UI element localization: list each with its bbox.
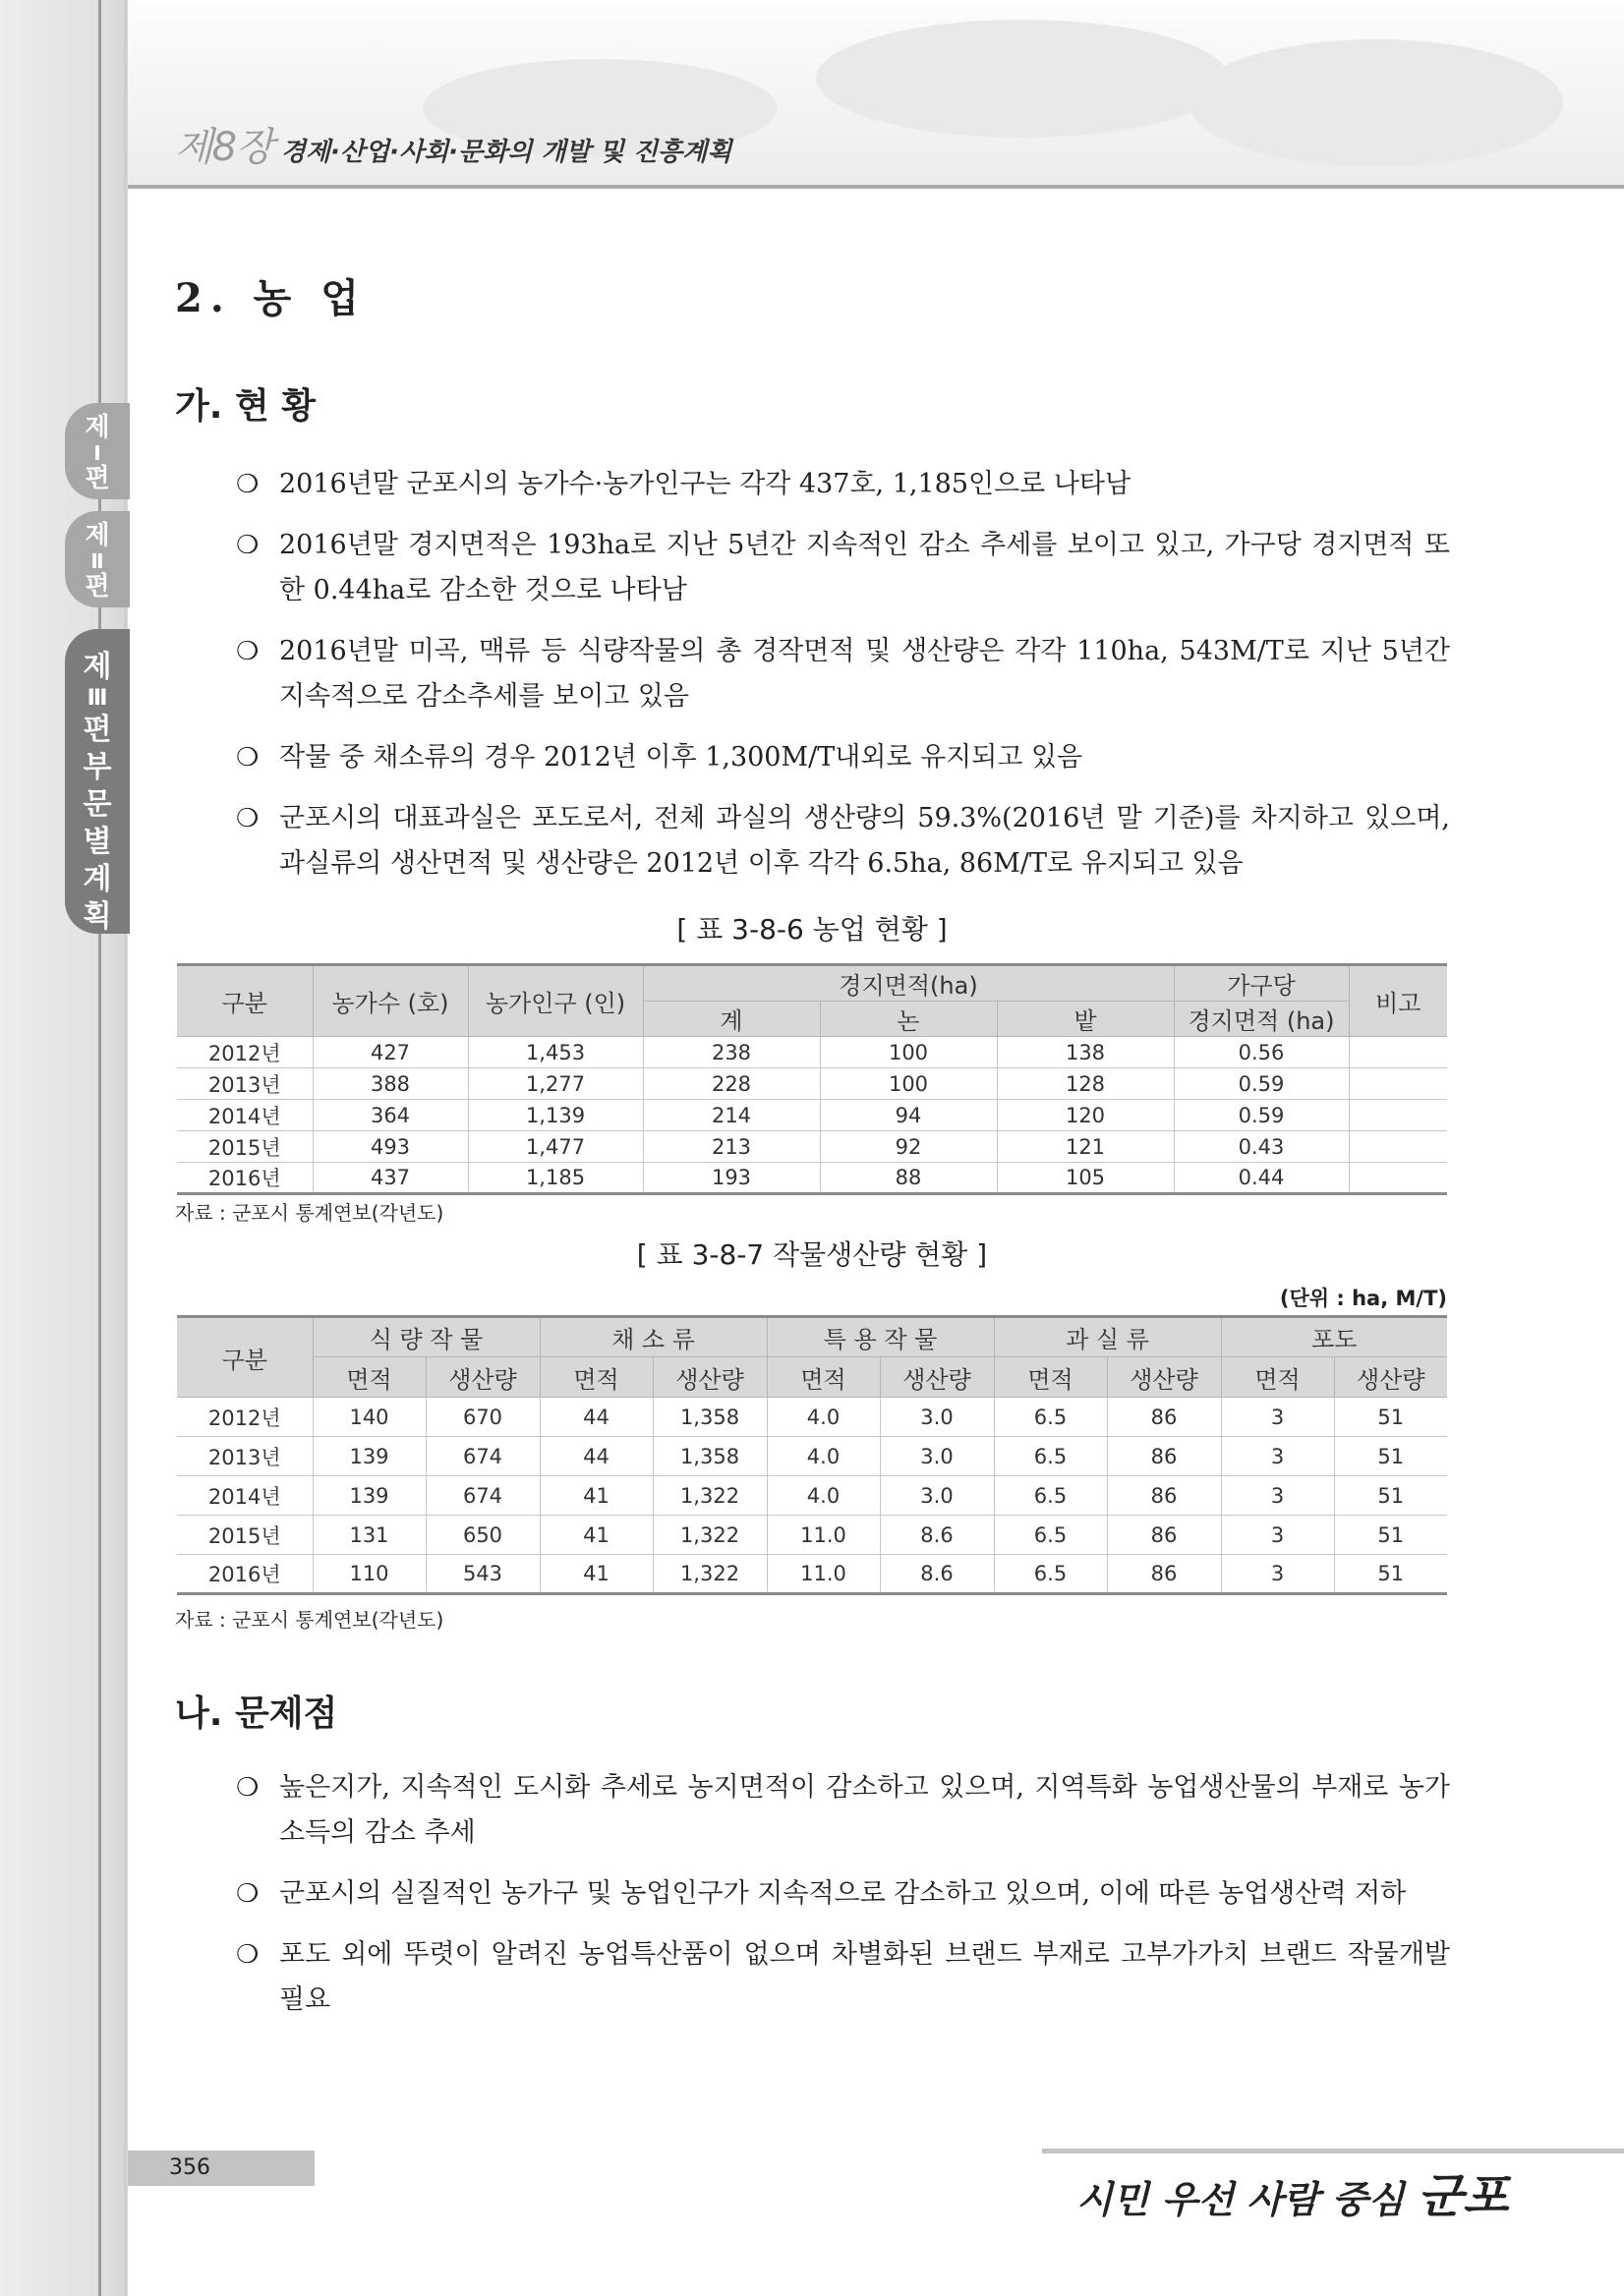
- list-item: [236, 1932, 1450, 2023]
- table-cell: 1,185: [468, 1163, 643, 1194]
- table-cell: 140: [313, 1398, 426, 1437]
- table-cell: 110: [313, 1555, 426, 1594]
- table-cell: 3: [1221, 1516, 1334, 1555]
- table-cell: 86: [1107, 1516, 1221, 1555]
- table-cell: 2012년: [177, 1398, 313, 1437]
- table-cell: 214: [643, 1100, 820, 1131]
- problem-bullet-list: [236, 1765, 1450, 2038]
- table-row: [177, 1068, 1447, 1100]
- table-cell: 44: [540, 1437, 653, 1476]
- table-cell: 238: [643, 1037, 820, 1068]
- page-number: 356: [169, 2155, 210, 2180]
- side-tab-part2[interactable]: [65, 511, 130, 607]
- side-tab-part3-char: 획: [83, 899, 112, 934]
- table-cell: 3: [1221, 1555, 1334, 1594]
- side-tab-part3-char: 편: [83, 713, 112, 747]
- table-cell: 1,453: [468, 1037, 643, 1068]
- table-cell: 1,322: [653, 1555, 767, 1594]
- table-cell: 437: [313, 1163, 468, 1194]
- table-cell: 1,477: [468, 1131, 643, 1163]
- col-header-output: 생산량: [1107, 1357, 1221, 1398]
- table-cell: 388: [313, 1068, 468, 1100]
- table-cell: 86: [1107, 1476, 1221, 1516]
- table-cell: 1,358: [653, 1398, 767, 1437]
- col-header-area: 면적: [313, 1357, 426, 1398]
- table-cell: 138: [997, 1037, 1174, 1068]
- header-rule: [128, 185, 1624, 189]
- table-cell: 94: [820, 1100, 997, 1131]
- table-cell: 92: [820, 1131, 997, 1163]
- table-cell: [1349, 1100, 1447, 1131]
- table-cell: 105: [997, 1163, 1174, 1194]
- table-cell: 0.43: [1174, 1131, 1349, 1163]
- table-cell: 51: [1334, 1476, 1447, 1516]
- side-tab-part2-char: 편: [85, 572, 110, 602]
- col-header-area-total: 계: [643, 1002, 820, 1037]
- list-item: [236, 629, 1450, 719]
- col-header-area-group: 경지면적(ha): [643, 965, 1174, 1002]
- table-cell: 51: [1334, 1555, 1447, 1594]
- col-header-population: 농가인구 (인): [468, 965, 643, 1037]
- table-cell: 427: [313, 1037, 468, 1068]
- side-tab-part1-char: 제: [85, 413, 110, 442]
- table-cell: 3: [1221, 1476, 1334, 1516]
- list-item: [236, 1765, 1450, 1856]
- table-cell: 120: [997, 1100, 1174, 1131]
- list-item: [236, 462, 1450, 507]
- table-cell: 228: [643, 1068, 820, 1100]
- table-cell: 1,322: [653, 1476, 767, 1516]
- bullet-text: 2016년말 군포시의 농가수·농가인구는 각각 437호, 1,185인으로 나타남: [279, 469, 1131, 499]
- chapter-title: 경제·산업·사회·문화의 개발 및 진흥계획: [280, 138, 732, 167]
- col-header-special-crops: 특 용 작 물: [767, 1317, 994, 1357]
- table-cell: 0.44: [1174, 1163, 1349, 1194]
- table-cell: 2014년: [177, 1476, 313, 1516]
- col-header-note: 비고: [1349, 965, 1447, 1037]
- status-bullet-list: [236, 462, 1450, 902]
- col-header-output: 생산량: [1334, 1357, 1447, 1398]
- footer-rule: [1042, 2149, 1624, 2153]
- table-cell: 131: [313, 1516, 426, 1555]
- table-cell: 41: [540, 1516, 653, 1555]
- table-cell: 100: [820, 1068, 997, 1100]
- bullet-text: 2016년말 미곡, 맥류 등 식량작물의 총 경작면적 및 생산량은 각각 110ha, 543M/T로 지난 5년간 지속적으로 감소추세를 보이고 있음: [279, 636, 1450, 712]
- table-cell: 86: [1107, 1555, 1221, 1594]
- col-header-area: 면적: [540, 1357, 653, 1398]
- table-cell: 2015년: [177, 1131, 313, 1163]
- table-cell: [1349, 1163, 1447, 1194]
- table-cell: 51: [1334, 1437, 1447, 1476]
- table-cell: 3.0: [880, 1398, 994, 1437]
- table-cell: 0.59: [1174, 1100, 1349, 1131]
- table-cell: 86: [1107, 1398, 1221, 1437]
- section-title: 2. 농 업: [175, 275, 367, 321]
- table-cell: 1,277: [468, 1068, 643, 1100]
- table-row: [177, 1037, 1447, 1068]
- table-cell: 2016년: [177, 1555, 313, 1594]
- table2-source: 자료 : 군포시 통계연보(각년도): [175, 1608, 444, 1632]
- col-header-food-crops: 식 량 작 물: [313, 1317, 540, 1357]
- side-tab-part3-char: 계: [83, 862, 112, 896]
- table-row: [177, 1476, 1447, 1516]
- table-row: [177, 1516, 1447, 1555]
- col-header-area: 면적: [1221, 1357, 1334, 1398]
- bullet-text: 2016년말 경지면적은 193ha로 지난 5년간 지속적인 감소 추세를 보이고 있고, 가구당 경지면적 또한 0.44ha로 감소한 것으로 나타남: [279, 530, 1450, 605]
- circle-bullet-icon: ❍: [236, 637, 260, 666]
- col-header-per-household: 가구당: [1174, 965, 1349, 1002]
- table-cell: 51: [1334, 1516, 1447, 1555]
- table-row: [177, 1555, 1447, 1594]
- table-cell: 670: [426, 1398, 540, 1437]
- list-item: [236, 523, 1450, 613]
- side-tab-part1[interactable]: [65, 403, 130, 499]
- table-cell: [1349, 1131, 1447, 1163]
- table-row: [177, 1437, 1447, 1476]
- table-cell: 213: [643, 1131, 820, 1163]
- table-row: [177, 1398, 1447, 1437]
- table-cell: 2013년: [177, 1068, 313, 1100]
- crop-production-table: [177, 1315, 1447, 1595]
- table-cell: 128: [997, 1068, 1174, 1100]
- bullet-text: 작물 중 채소류의 경우 2012년 이후 1,300M/T내외로 유지되고 있음: [279, 742, 1083, 773]
- left-margin-rule-inner: [124, 0, 127, 2296]
- table-cell: 650: [426, 1516, 540, 1555]
- status-heading: 가. 현 황: [175, 386, 317, 427]
- col-header-vegetables: 채 소 류: [540, 1317, 767, 1357]
- table-cell: 0.59: [1174, 1068, 1349, 1100]
- col-header-area-paddy: 논: [820, 1002, 997, 1037]
- table-cell: 6.5: [994, 1398, 1107, 1437]
- side-tab-part3-char: Ⅲ: [87, 686, 108, 711]
- table-cell: 1,322: [653, 1516, 767, 1555]
- col-header-output: 생산량: [880, 1357, 994, 1398]
- col-header-per-household-area: 경지면적 (ha): [1174, 1002, 1349, 1037]
- side-tab-part1-char: Ⅰ: [93, 441, 101, 465]
- table-cell: 6.5: [994, 1555, 1107, 1594]
- table-cell: 1,358: [653, 1437, 767, 1476]
- table-cell: 2012년: [177, 1037, 313, 1068]
- col-header-gubun: 구분: [177, 1317, 313, 1398]
- table1-caption: [ 표 3-8-6 농업 현황 ]: [676, 913, 948, 946]
- side-tab-part2-char: Ⅱ: [90, 549, 104, 573]
- table-cell: 364: [313, 1100, 468, 1131]
- table-cell: 2014년: [177, 1100, 313, 1131]
- side-tab-part3-char: 문: [83, 787, 112, 822]
- circle-bullet-icon: ❍: [236, 743, 260, 773]
- side-tab-part3-char: 제: [83, 650, 112, 684]
- bullet-text: 군포시의 대표과실은 포도로서, 전체 과실의 생산량의 59.3%(2016년 말 기준)를 차지하고 있으며, 과실류의 생산면적 및 생산량은 2012년 이후 각각 6.5ha, 86M/T로 유지되고 있음: [279, 803, 1450, 879]
- col-header-gubun: 구분: [177, 965, 313, 1037]
- table-cell: 44: [540, 1398, 653, 1437]
- table-cell: 3: [1221, 1398, 1334, 1437]
- table-cell: 100: [820, 1037, 997, 1068]
- table-cell: [1349, 1068, 1447, 1100]
- circle-bullet-icon: ❍: [236, 1879, 260, 1909]
- table-cell: [1349, 1037, 1447, 1068]
- table-cell: 2015년: [177, 1516, 313, 1555]
- table-cell: 139: [313, 1476, 426, 1516]
- col-header-area: 면적: [994, 1357, 1107, 1398]
- left-margin-rule: [98, 0, 101, 2296]
- table-cell: 51: [1334, 1398, 1447, 1437]
- city-slogan: [1076, 2158, 1508, 2226]
- table-cell: 493: [313, 1131, 468, 1163]
- bullet-text: 포도 외에 뚜렷이 알려진 농업특산품이 없으며 차별화된 브랜드 부재로 고부가가치 브랜드 작물개발 필요: [279, 1939, 1450, 2015]
- table2-caption: [ 표 3-8-7 작물생산량 현황 ]: [636, 1238, 988, 1271]
- table-cell: 543: [426, 1555, 540, 1594]
- list-item: [236, 796, 1450, 887]
- table-cell: 3: [1221, 1437, 1334, 1476]
- table-cell: 8.6: [880, 1555, 994, 1594]
- side-tab-part2-char: 제: [85, 521, 110, 550]
- col-header-area-field: 밭: [997, 1002, 1174, 1037]
- left-margin-strip: [0, 0, 128, 2296]
- table-cell: 3.0: [880, 1476, 994, 1516]
- col-header-households: 농가수 (호): [313, 965, 468, 1037]
- col-header-output: 생산량: [426, 1357, 540, 1398]
- table-cell: 193: [643, 1163, 820, 1194]
- farm-status-table: [177, 963, 1447, 1195]
- table-cell: 8.6: [880, 1516, 994, 1555]
- table-row: [177, 1163, 1447, 1194]
- col-header-fruits: 과 실 류: [994, 1317, 1221, 1357]
- table-cell: 41: [540, 1555, 653, 1594]
- side-tab-part1-char: 편: [85, 464, 110, 493]
- table-row: [177, 1100, 1447, 1131]
- col-header-grapes: 포도: [1221, 1317, 1447, 1357]
- problems-heading: 나. 문제점: [175, 1693, 338, 1734]
- table-row: [177, 1131, 1447, 1163]
- chapter-number: 제8장: [175, 125, 273, 170]
- chapter-heading: [175, 116, 731, 172]
- slogan-city: 군포: [1417, 2169, 1509, 2224]
- table-cell: 4.0: [767, 1398, 880, 1437]
- table-cell: 0.56: [1174, 1037, 1349, 1068]
- table-cell: 11.0: [767, 1516, 880, 1555]
- side-tab-part3-char: 부: [83, 750, 112, 784]
- table-cell: 3.0: [880, 1437, 994, 1476]
- circle-bullet-icon: ❍: [236, 470, 260, 499]
- side-tab-part3-char: 별: [83, 825, 112, 859]
- slogan-text: 시민 우선 사람 중심: [1076, 2177, 1405, 2221]
- table-cell: 41: [540, 1476, 653, 1516]
- col-header-output: 생산량: [653, 1357, 767, 1398]
- col-header-area: 면적: [767, 1357, 880, 1398]
- bullet-text: 높은지가, 지속적인 도시화 추세로 농지면적이 감소하고 있으며, 지역특화 농업생산물의 부재로 농가소득의 감소 추세: [279, 1772, 1450, 1848]
- footer-page-band: [128, 2151, 315, 2186]
- table-cell: 6.5: [994, 1437, 1107, 1476]
- table1-source: 자료 : 군포시 통계연보(각년도): [175, 1201, 444, 1225]
- table-cell: 6.5: [994, 1516, 1107, 1555]
- table2-unit: (단위 : ha, M/T): [1279, 1287, 1447, 1310]
- table-cell: 88: [820, 1163, 997, 1194]
- table-cell: 6.5: [994, 1476, 1107, 1516]
- table-cell: 2016년: [177, 1163, 313, 1194]
- side-tab-part3[interactable]: [65, 629, 130, 934]
- circle-bullet-icon: ❍: [236, 804, 260, 833]
- table-cell: 1,139: [468, 1100, 643, 1131]
- table-cell: 4.0: [767, 1476, 880, 1516]
- table-cell: 121: [997, 1131, 1174, 1163]
- list-item: [236, 735, 1450, 780]
- table-cell: 2013년: [177, 1437, 313, 1476]
- table-cell: 86: [1107, 1437, 1221, 1476]
- table-cell: 674: [426, 1476, 540, 1516]
- table-cell: 4.0: [767, 1437, 880, 1476]
- circle-bullet-icon: ❍: [236, 1773, 260, 1803]
- table-cell: 674: [426, 1437, 540, 1476]
- table-cell: 11.0: [767, 1555, 880, 1594]
- bullet-text: 군포시의 실질적인 농가구 및 농업인구가 지속적으로 감소하고 있으며, 이에 따른 농업생산력 저하: [279, 1878, 1407, 1909]
- circle-bullet-icon: ❍: [236, 1940, 260, 1970]
- circle-bullet-icon: ❍: [236, 531, 260, 560]
- table-cell: 139: [313, 1437, 426, 1476]
- list-item: [236, 1871, 1450, 1917]
